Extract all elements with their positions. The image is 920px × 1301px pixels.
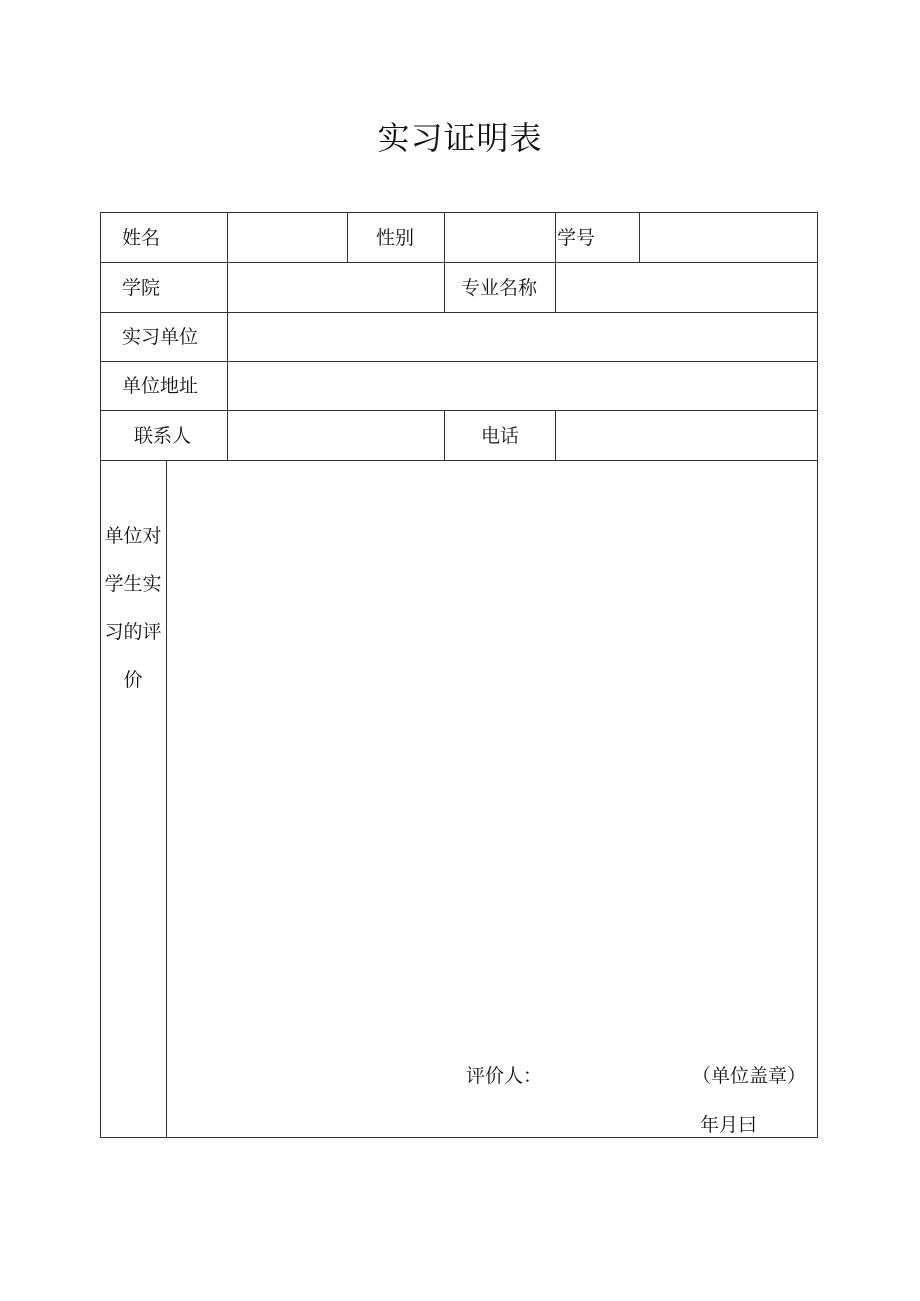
unit-stamp-label: （单位盖章） [692,1065,807,1087]
internship-unit-label: 实习单位 [122,326,199,348]
form-title: 实习证明表 [377,119,543,157]
major-label: 专业名称 [461,277,538,299]
evaluation-text-area[interactable] [167,461,817,1041]
col-divider [347,212,348,262]
evaluation-label [101,512,165,704]
gender-field[interactable] [445,213,555,262]
student-id-field[interactable] [640,213,817,262]
evaluation-label-line: 学生实 [104,573,162,595]
phone-label: 电话 [481,425,520,447]
evaluation-label-line: 单位对 [104,525,162,547]
college-field[interactable] [228,263,444,312]
date-label: 年月曰 [700,1114,758,1136]
internship-unit-field[interactable] [228,313,817,361]
evaluator-label: 评价人： [466,1065,543,1087]
major-field[interactable] [556,263,817,312]
name-label: 姓名 [122,227,161,249]
name-field[interactable] [228,213,347,262]
phone-field[interactable] [556,411,817,460]
unit-address-field[interactable] [228,362,817,410]
contact-person-field[interactable] [228,411,444,460]
evaluation-label-line: 习的评 [104,621,162,643]
evaluation-label-line: 价 [123,669,143,691]
contact-person-label: 联系人 [134,425,192,447]
gender-label: 性别 [376,227,415,249]
student-id-label: 学号 [557,227,596,249]
unit-address-label: 单位地址 [122,375,199,397]
college-label: 学院 [122,277,161,299]
col-divider [444,410,445,460]
